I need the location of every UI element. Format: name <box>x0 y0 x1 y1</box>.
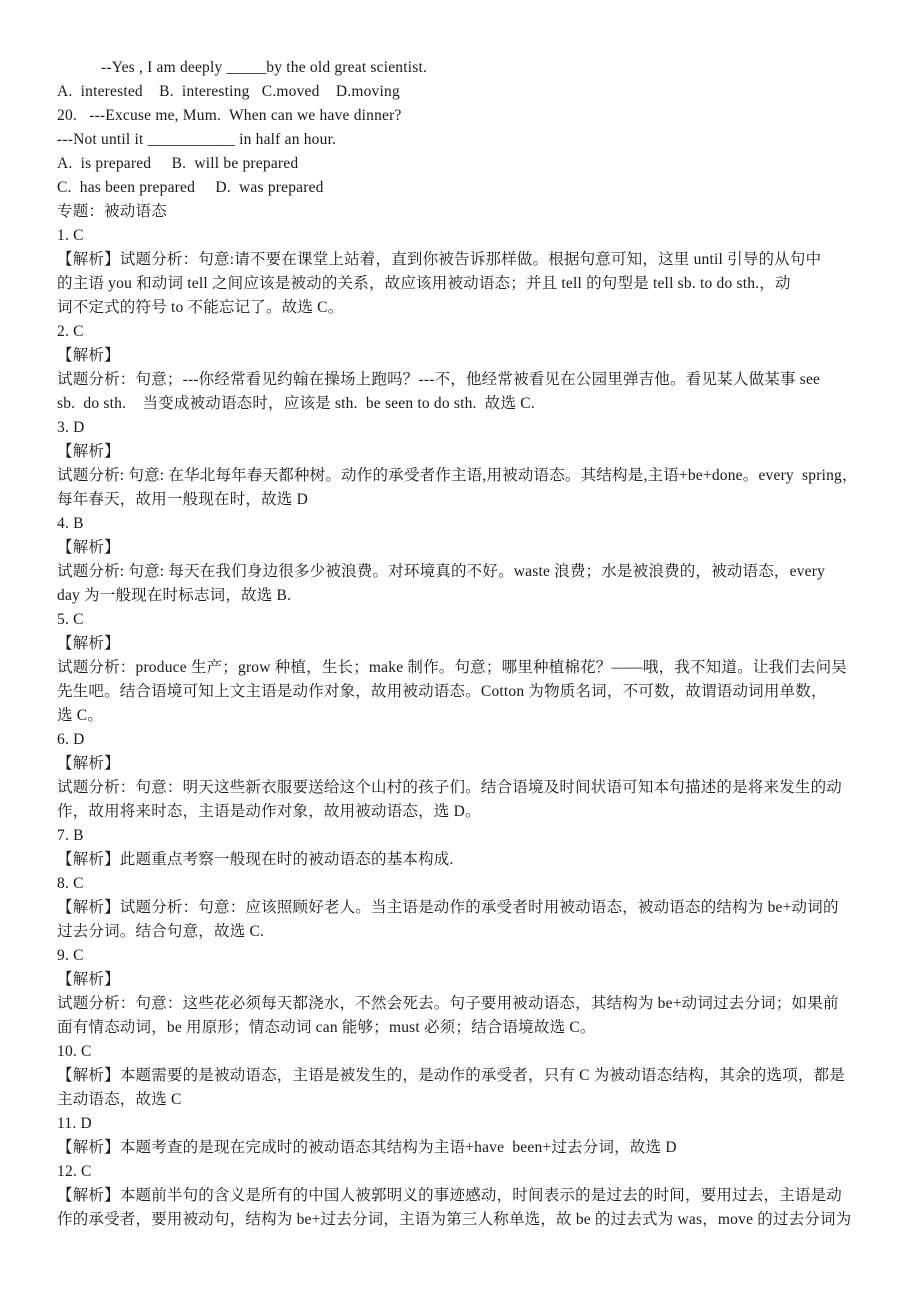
doc-line: 20. ---Excuse me, Mum. When can we have dinner? <box>57 107 402 124</box>
doc-line: 试题分析：句意；---你经常看见约翰在操场上跑吗？---不，他经常被看见在公园里弹吉他。看见某人做某事 see <box>57 371 821 388</box>
doc-line: 【解析】 <box>57 755 120 772</box>
doc-line: 7. B <box>57 827 84 844</box>
doc-line: ---Not until it ___________ in half an hour. <box>57 131 337 148</box>
doc-line: 试题分析: 句意: 在华北每年春天都种树。动作的承受者作主语,用被动语态。其结构是,主语+be+done。every spring， <box>57 467 858 484</box>
doc-line: 试题分析：句意：这些花必须每天都浇水，不然会死去。句子要用被动语态，其结构为 be+动词过去分词；如果前 <box>57 995 839 1012</box>
doc-line: 8. C <box>57 875 84 892</box>
doc-line: 过去分词。结合句意，故选 C. <box>57 923 265 940</box>
doc-line: 【解析】 <box>57 347 120 364</box>
doc-line: 10. C <box>57 1043 92 1060</box>
doc-line: day 为一般现在时标志词，故选 B. <box>57 587 292 604</box>
doc-line: 主动语态，故选 C <box>57 1091 182 1108</box>
doc-line: 【解析】试题分析：句意：应该照顾好老人。当主语是动作的承受者时用被动语态，被动语态的结构为 be+动词的 <box>57 899 839 916</box>
doc-line: 6. D <box>57 731 85 748</box>
doc-line: 每年春天，故用一般现在时，故选 D <box>57 491 308 508</box>
doc-line: 【解析】本题前半句的含义是所有的中国人被郭明义的事迹感动，时间表示的是过去的时间，要用过去，主语是动 <box>57 1187 843 1204</box>
doc-line: 2. C <box>57 323 84 340</box>
doc-line: sb. do sth. 当变成被动语态时，应该是 sth. be seen to do sth. 故选 C. <box>57 395 535 412</box>
doc-line: 面有情态动词，be 用原形；情态动词 can 能够；must 必须；结合语境故选 C。 <box>57 1019 596 1036</box>
doc-line: 【解析】 <box>57 539 120 556</box>
doc-line: 9. C <box>57 947 84 964</box>
doc-line: 作，故用将来时态，主语是动作对象，故用被动语态，选 D。 <box>57 803 481 820</box>
doc-line: C. has been prepared D. was prepared <box>57 179 324 196</box>
doc-line: A. is prepared B. will be prepared <box>57 155 299 172</box>
doc-line: 12. C <box>57 1163 92 1180</box>
doc-line: 【解析】本题需要的是被动语态，主语是被发生的，是动作的承受者，只有 C 为被动语态结构，其余的选项，都是 <box>57 1067 845 1084</box>
doc-line: A. interested B. interesting C.moved D.moving <box>57 83 400 100</box>
doc-line: 【解析】 <box>57 635 120 652</box>
doc-line: 专题：被动语态 <box>57 203 167 220</box>
doc-line: 试题分析：句意：明天这些新衣服要送给这个山村的孩子们。结合语境及时间状语可知本句描述的是将来发生的动 <box>57 779 843 796</box>
doc-line: 【解析】 <box>57 971 120 988</box>
doc-line: 11. D <box>57 1115 92 1132</box>
doc-line: 试题分析：produce 生产；grow 种植，生长；make 制作。句意；哪里种植棉花？——哦，我不知道。让我们去问吴 <box>57 659 847 676</box>
doc-line: 3. D <box>57 419 85 436</box>
doc-line: 词不定式的符号 to 不能忘记了。故选 C。 <box>57 299 344 316</box>
doc-line: 选 C。 <box>57 707 104 724</box>
doc-line: --Yes , I am deeply _____by the old great scientist. <box>101 59 428 76</box>
doc-line: 【解析】此题重点考察一般现在时的被动语态的基本构成. <box>57 851 454 868</box>
doc-line: 的主语 you 和动词 tell 之间应该是被动的关系，故应该用被动语态；并且 tell 的句型是 tell sb. to do sth.，动 <box>57 275 791 292</box>
doc-line: 5. C <box>57 611 84 628</box>
doc-line: 【解析】本题考查的是现在完成时的被动语态其结构为主语+have been+过去分词，故选 D <box>57 1139 677 1156</box>
doc-line: 先生吧。结合语境可知上文主语是动作对象，故用被动语态。Cotton 为物质名词，不可数，故谓语动词用单数， <box>57 683 827 700</box>
doc-line: 4. B <box>57 515 84 532</box>
doc-line: 【解析】 <box>57 443 120 460</box>
doc-line: 【解析】试题分析：句意:请不要在课堂上站着，直到你被告诉那样做。根据句意可知，这里 until 引导的从句中 <box>57 251 822 268</box>
doc-line: 作的承受者，要用被动句，结构为 be+过去分词，主语为第三人称单选，故 be 的过去式为 was，move 的过去分词为 <box>57 1211 852 1228</box>
doc-line: 试题分析: 句意: 每天在我们身边很多少被浪费。对环境真的不好。waste 浪费；水是被浪费的，被动语态，every <box>57 563 826 580</box>
doc-line: 1. C <box>57 227 84 244</box>
